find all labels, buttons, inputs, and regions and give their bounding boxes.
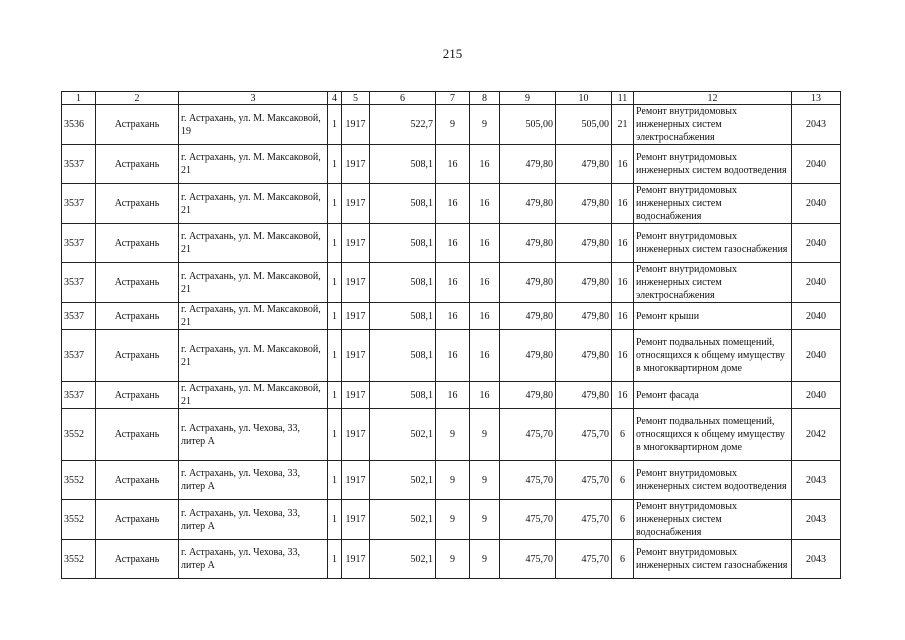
- col10-cell: 479,80: [556, 263, 612, 303]
- record-id-cell: 3537: [62, 382, 96, 409]
- area-cell: 508,1: [370, 263, 436, 303]
- column-number-row: [62, 92, 841, 105]
- col9-cell: 479,80: [500, 382, 556, 409]
- city-cell: Астрахань: [96, 409, 179, 461]
- area-cell: 502,1: [370, 540, 436, 579]
- col7-cell: 9: [436, 461, 470, 500]
- col10-cell: 479,80: [556, 330, 612, 382]
- column-number: 1: [62, 92, 96, 105]
- col8-cell: 16: [470, 145, 500, 184]
- col11-cell: 16: [612, 184, 634, 224]
- col9-cell: 475,70: [500, 461, 556, 500]
- column-number: 13: [792, 92, 841, 105]
- col10-cell: 479,80: [556, 224, 612, 263]
- record-id-cell: 3537: [62, 263, 96, 303]
- city-cell: Астрахань: [96, 540, 179, 579]
- col10-cell: 475,70: [556, 540, 612, 579]
- col7-cell: 16: [436, 224, 470, 263]
- record-id-cell: 3537: [62, 330, 96, 382]
- col7-cell: 16: [436, 382, 470, 409]
- col11-cell: 21: [612, 105, 634, 145]
- col11-cell: 6: [612, 409, 634, 461]
- area-cell: 508,1: [370, 145, 436, 184]
- record-id-cell: 3552: [62, 409, 96, 461]
- work-type-cell: Ремонт внутридомовых инженерных систем газоснабжения: [634, 224, 792, 263]
- record-id-cell: 3537: [62, 224, 96, 263]
- col4-cell: 1: [328, 461, 342, 500]
- table-row: [62, 263, 841, 303]
- col9-cell: 475,70: [500, 409, 556, 461]
- work-type-cell: Ремонт фасада: [634, 382, 792, 409]
- address-cell: г. Астрахань, ул. М. Максаковой, 21: [179, 263, 328, 303]
- col4-cell: 1: [328, 409, 342, 461]
- area-cell: 502,1: [370, 409, 436, 461]
- planned-year-cell: 2040: [792, 145, 841, 184]
- page-number: 215: [442, 46, 463, 61]
- col10-cell: 479,80: [556, 382, 612, 409]
- col9-cell: 475,70: [500, 500, 556, 540]
- year-cell: 1917: [342, 184, 370, 224]
- col10-cell: 479,80: [556, 145, 612, 184]
- city-cell: Астрахань: [96, 224, 179, 263]
- work-type-cell: Ремонт внутридомовых инженерных систем газоснабжения: [634, 540, 792, 579]
- col4-cell: 1: [328, 145, 342, 184]
- col10-cell: 475,70: [556, 500, 612, 540]
- work-type-cell: Ремонт внутридомовых инженерных систем водоснабжения: [634, 184, 792, 224]
- table-row: [62, 409, 841, 461]
- table-row: [62, 145, 841, 184]
- col7-cell: 9: [436, 409, 470, 461]
- col4-cell: 1: [328, 500, 342, 540]
- column-number: 11: [612, 92, 634, 105]
- record-id-cell: 3552: [62, 500, 96, 540]
- col11-cell: 16: [612, 224, 634, 263]
- col9-cell: 479,80: [500, 330, 556, 382]
- planned-year-cell: 2043: [792, 540, 841, 579]
- col9-cell: 475,70: [500, 540, 556, 579]
- address-cell: г. Астрахань, ул. М. Максаковой, 21: [179, 303, 328, 330]
- column-number: 6: [370, 92, 436, 105]
- record-id-cell: 3537: [62, 303, 96, 330]
- col4-cell: 1: [328, 263, 342, 303]
- city-cell: Астрахань: [96, 105, 179, 145]
- area-cell: 508,1: [370, 184, 436, 224]
- column-number: 12: [634, 92, 792, 105]
- work-type-cell: Ремонт внутридомовых инженерных систем электроснабжения: [634, 105, 792, 145]
- work-type-cell: Ремонт внутридомовых инженерных систем водоснабжения: [634, 500, 792, 540]
- planned-year-cell: 2043: [792, 105, 841, 145]
- address-cell: г. Астрахань, ул. М. Максаковой, 21: [179, 145, 328, 184]
- col11-cell: 6: [612, 500, 634, 540]
- table-row: [62, 224, 841, 263]
- col7-cell: 9: [436, 540, 470, 579]
- repair-program-table: [61, 91, 841, 579]
- col4-cell: 1: [328, 224, 342, 263]
- city-cell: Астрахань: [96, 500, 179, 540]
- area-cell: 508,1: [370, 382, 436, 409]
- year-cell: 1917: [342, 330, 370, 382]
- work-type-cell: Ремонт внутридомовых инженерных систем водоотведения: [634, 461, 792, 500]
- year-cell: 1917: [342, 303, 370, 330]
- planned-year-cell: 2040: [792, 263, 841, 303]
- col8-cell: 9: [470, 540, 500, 579]
- year-cell: 1917: [342, 540, 370, 579]
- col7-cell: 16: [436, 263, 470, 303]
- planned-year-cell: 2040: [792, 330, 841, 382]
- address-cell: г. Астрахань, ул. М. Максаковой, 21: [179, 382, 328, 409]
- table-row: [62, 303, 841, 330]
- column-number: 3: [179, 92, 328, 105]
- column-number: 2: [96, 92, 179, 105]
- year-cell: 1917: [342, 105, 370, 145]
- work-type-cell: Ремонт подвальных помещений, относящихся к общему имуществу в многоквартирном доме: [634, 409, 792, 461]
- table-row: [62, 184, 841, 224]
- column-number: 10: [556, 92, 612, 105]
- planned-year-cell: 2043: [792, 500, 841, 540]
- area-cell: 508,1: [370, 330, 436, 382]
- city-cell: Астрахань: [96, 461, 179, 500]
- col4-cell: 1: [328, 540, 342, 579]
- record-id-cell: 3552: [62, 540, 96, 579]
- col11-cell: 6: [612, 461, 634, 500]
- area-cell: 502,1: [370, 500, 436, 540]
- col7-cell: 16: [436, 303, 470, 330]
- col9-cell: 479,80: [500, 145, 556, 184]
- column-number: 5: [342, 92, 370, 105]
- table-row: [62, 330, 841, 382]
- year-cell: 1917: [342, 263, 370, 303]
- col10-cell: 505,00: [556, 105, 612, 145]
- record-id-cell: 3536: [62, 105, 96, 145]
- col8-cell: 16: [470, 184, 500, 224]
- city-cell: Астрахань: [96, 184, 179, 224]
- column-number: 4: [328, 92, 342, 105]
- planned-year-cell: 2042: [792, 409, 841, 461]
- work-type-cell: Ремонт подвальных помещений, относящихся к общему имуществу в многоквартирном доме: [634, 330, 792, 382]
- col9-cell: 479,80: [500, 303, 556, 330]
- col10-cell: 475,70: [556, 409, 612, 461]
- col11-cell: 6: [612, 540, 634, 579]
- address-cell: г. Астрахань, ул. М. Максаковой, 21: [179, 330, 328, 382]
- planned-year-cell: 2040: [792, 184, 841, 224]
- col8-cell: 9: [470, 500, 500, 540]
- column-number: 9: [500, 92, 556, 105]
- address-cell: г. Астрахань, ул. Чехова, 33, литер А: [179, 500, 328, 540]
- city-cell: Астрахань: [96, 330, 179, 382]
- planned-year-cell: 2043: [792, 461, 841, 500]
- year-cell: 1917: [342, 461, 370, 500]
- col8-cell: 16: [470, 303, 500, 330]
- table-row: [62, 540, 841, 579]
- record-id-cell: 3552: [62, 461, 96, 500]
- planned-year-cell: 2040: [792, 303, 841, 330]
- column-number: 7: [436, 92, 470, 105]
- city-cell: Астрахань: [96, 263, 179, 303]
- year-cell: 1917: [342, 224, 370, 263]
- col9-cell: 479,80: [500, 184, 556, 224]
- area-cell: 522,7: [370, 105, 436, 145]
- col7-cell: 16: [436, 184, 470, 224]
- address-cell: г. Астрахань, ул. М. Максаковой, 21: [179, 224, 328, 263]
- col11-cell: 16: [612, 303, 634, 330]
- col8-cell: 16: [470, 330, 500, 382]
- col11-cell: 16: [612, 330, 634, 382]
- table-row: [62, 461, 841, 500]
- table-row: [62, 500, 841, 540]
- year-cell: 1917: [342, 145, 370, 184]
- city-cell: Астрахань: [96, 145, 179, 184]
- col4-cell: 1: [328, 184, 342, 224]
- city-cell: Астрахань: [96, 382, 179, 409]
- col10-cell: 479,80: [556, 184, 612, 224]
- col9-cell: 479,80: [500, 263, 556, 303]
- col11-cell: 16: [612, 263, 634, 303]
- table-row: [62, 382, 841, 409]
- area-cell: 502,1: [370, 461, 436, 500]
- record-id-cell: 3537: [62, 145, 96, 184]
- col9-cell: 505,00: [500, 105, 556, 145]
- col8-cell: 16: [470, 263, 500, 303]
- col10-cell: 475,70: [556, 461, 612, 500]
- record-id-cell: 3537: [62, 184, 96, 224]
- area-cell: 508,1: [370, 303, 436, 330]
- planned-year-cell: 2040: [792, 382, 841, 409]
- col4-cell: 1: [328, 382, 342, 409]
- planned-year-cell: 2040: [792, 224, 841, 263]
- work-type-cell: Ремонт внутридомовых инженерных систем электроснабжения: [634, 263, 792, 303]
- col11-cell: 16: [612, 382, 634, 409]
- year-cell: 1917: [342, 382, 370, 409]
- address-cell: г. Астрахань, ул. Чехова, 33, литер А: [179, 409, 328, 461]
- col7-cell: 16: [436, 330, 470, 382]
- col8-cell: 9: [470, 105, 500, 145]
- col8-cell: 9: [470, 409, 500, 461]
- col7-cell: 16: [436, 145, 470, 184]
- col8-cell: 16: [470, 382, 500, 409]
- col4-cell: 1: [328, 330, 342, 382]
- address-cell: г. Астрахань, ул. Чехова, 33, литер А: [179, 540, 328, 579]
- col4-cell: 1: [328, 303, 342, 330]
- address-cell: г. Астрахань, ул. М. Максаковой, 19: [179, 105, 328, 145]
- year-cell: 1917: [342, 409, 370, 461]
- col7-cell: 9: [436, 500, 470, 540]
- area-cell: 508,1: [370, 224, 436, 263]
- column-number: 8: [470, 92, 500, 105]
- work-type-cell: Ремонт внутридомовых инженерных систем водоотведения: [634, 145, 792, 184]
- address-cell: г. Астрахань, ул. Чехова, 33, литер А: [179, 461, 328, 500]
- col8-cell: 9: [470, 461, 500, 500]
- col11-cell: 16: [612, 145, 634, 184]
- col9-cell: 479,80: [500, 224, 556, 263]
- col10-cell: 479,80: [556, 303, 612, 330]
- city-cell: Астрахань: [96, 303, 179, 330]
- year-cell: 1917: [342, 500, 370, 540]
- col7-cell: 9: [436, 105, 470, 145]
- address-cell: г. Астрахань, ул. М. Максаковой, 21: [179, 184, 328, 224]
- table-row: [62, 105, 841, 145]
- col8-cell: 16: [470, 224, 500, 263]
- col4-cell: 1: [328, 105, 342, 145]
- work-type-cell: Ремонт крыши: [634, 303, 792, 330]
